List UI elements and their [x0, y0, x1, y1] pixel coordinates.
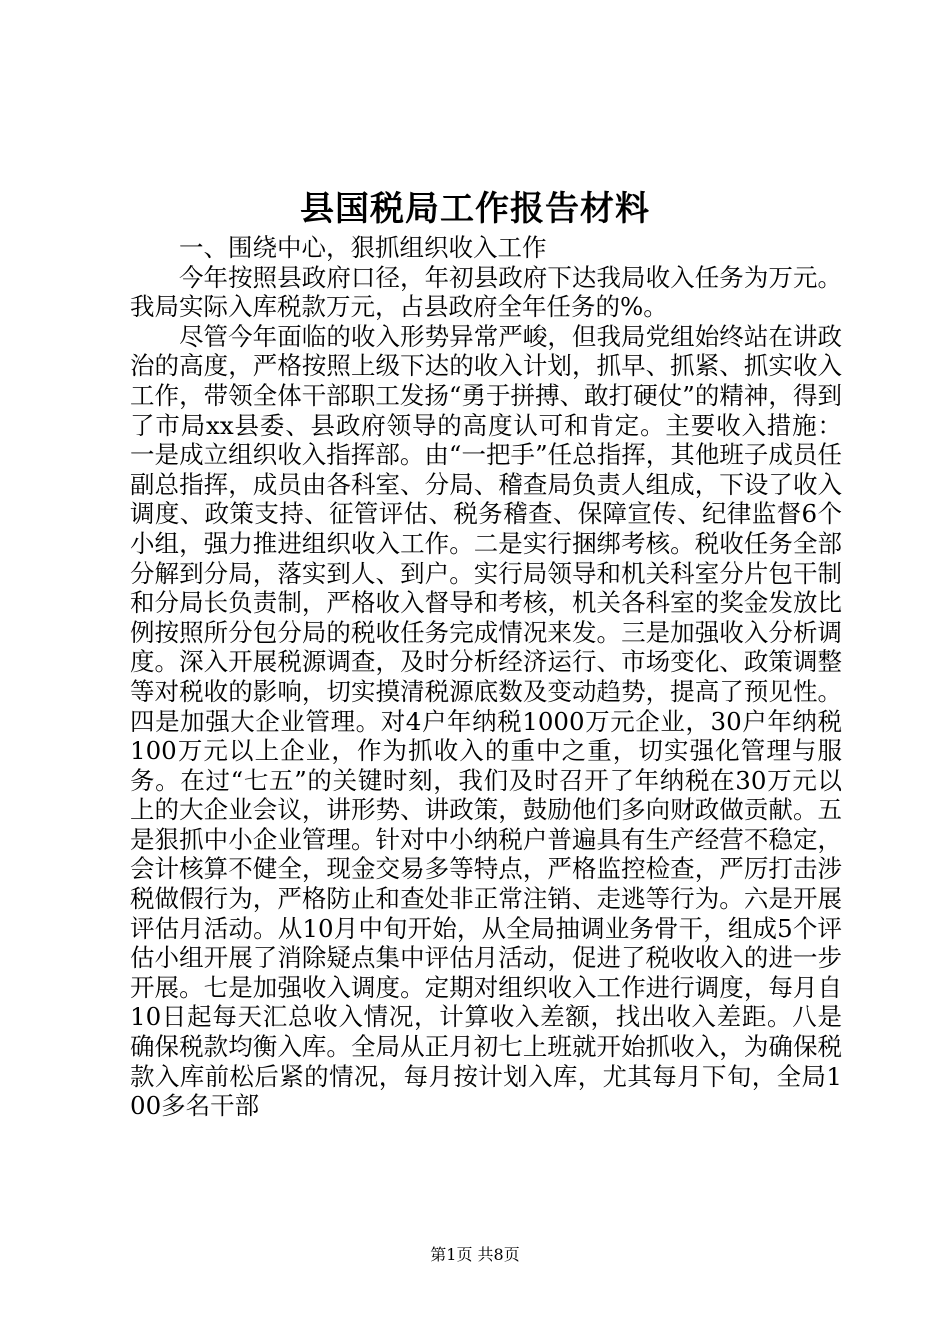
page-number-footer: 第1页 共8页 — [430, 1245, 520, 1264]
body-paragraph: 尽管今年面临的收入形势异常严峻，但我局党组始终站在讲政治的高度，严格按照上级下达的收入计划，抓早、抓紧、抓实收入工作，带领全体干部职工发扬“勇于拼搏、敢打硬仗”的精神，得到了市局xx县委、县政府领导的高度认可和肯定。主要收入措施：一是成立组织收入指挥部。由“一把手”任总指挥，其他班子成员任副总指挥，成员由各科室、分局、稽查局负责人组成，下设了收入调度、政策支持、征管评估、税务稽查、保障宣传、纪律监督6个小组，强力推进组织收入工作。二是实行捆绑考核。税收任务全部分解到分局，落实到人、到户。实行局领导和机关科室分片包干制和分局长负责制，严格收入督导和考核，机关各科室的奖金发放比例按照所分包分局的税收任务完成情况来发。三是加强收入分析调度。深入开展税源调查，及时分析经济运行、市场变化、政策调整等对税收的影响，切实摸清税源底数及变动趋势，提高了预见性。四是加强大企业管理。对4户年纳税1000万元企业，30户年纳税100万元以上企业，作为抓收入的重中之重，切实强化管理与服务。在过“七五”的关键时刻，我们及时召开了年纳税在30万元以上的大企业会议，讲形势、讲政策，鼓励他们多向财政做贡献。五是狠抓中小企业管理。针对中小纳税户普遍具有生产经营不稳定，会计核算不健全，现金交易多等特点，严格监控检查，严厉打击涉税做假行为，严格防止和查处非正常注销、走逃等行为。六是开展评估月活动。从10月中旬开始，从全局抽调业务骨干，组成5个评估小组开展了消除疑点集中评估月活动，促进了税收收入的进一步开展。七是加强收入调度。定期对组织收入工作进行调度，每月自10日起每天汇总收入情况，计算收入差额，找出收入差距。八是确保税款均衡入库。全局从正月初七上班就开始抓收入，为确保税款入库前松后紧的情况，每月按计划入库，尤其每月下旬，全局100多名干部 — [130, 321, 842, 1121]
body-paragraph: 今年按照县政府口径，年初县政府下达我局收入任务为万元。我局实际入库税款万元，占县政府全年任务的%。 — [130, 262, 842, 322]
document-title: 县国税局工作报告材料 — [300, 189, 650, 229]
document-body — [130, 233, 842, 1121]
section-heading: 一、围绕中心，狠抓组织收入工作 — [179, 233, 547, 262]
